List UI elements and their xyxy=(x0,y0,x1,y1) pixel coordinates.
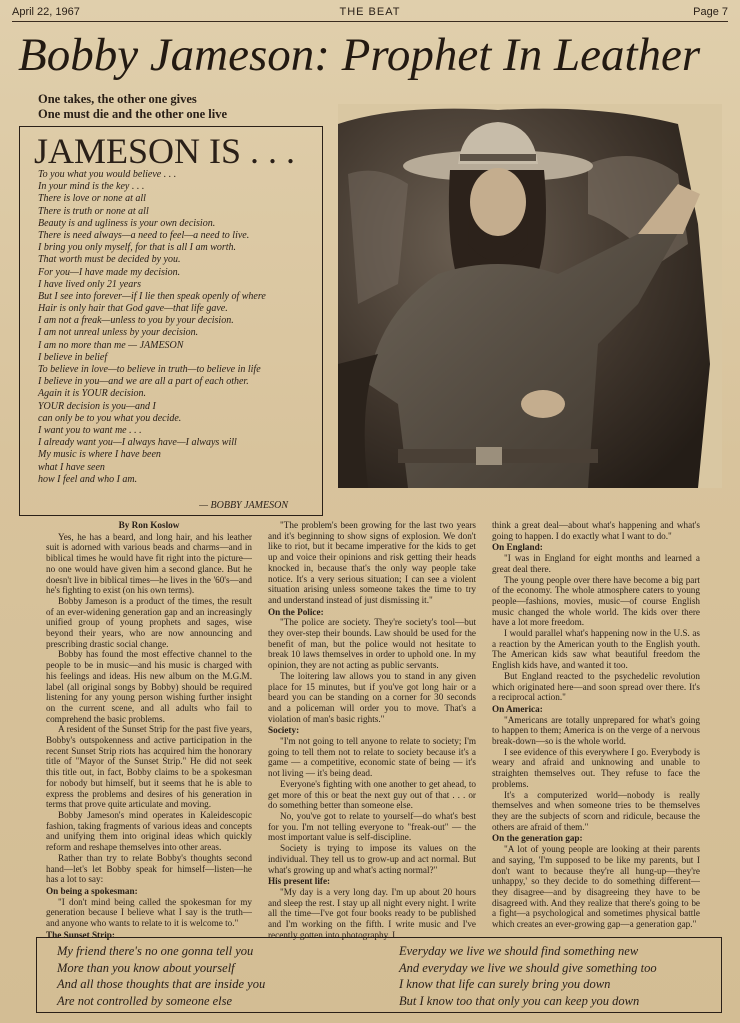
paragraph: The young people over there have become a big part of the economy. The whole atmosphere caters to young people—fashions, movies, music—of course English music changed the whole world. The kids over there have a lot more freedom. xyxy=(492,574,700,628)
headline: Bobby Jameson: Prophet In Leather xyxy=(18,29,701,81)
subhead xyxy=(38,92,227,122)
paragraph: It's a computerized world—nobody is really themselves and when someone tries to be themselves they are the subjects of scorn and ridicule, because the others are afraid of them." xyxy=(492,789,700,832)
poem-line: can only be to you what you decide. xyxy=(38,412,182,424)
paragraph: "The problem's been growing for the last two years and it's beginning to show signs of explosion. We don't like to riot, but it became imperative for the kids to get up and voice their opinions and risk getting their heads knocked in, because that's the only way people take notice. It's a very serious situation; I can see a violent situation arising unless someone takes the time to try and understand instead of just dismissing it." xyxy=(268,520,476,605)
section-heading: His present life: xyxy=(268,876,331,887)
poem-line: I believe in you—and we are all a part of each other. xyxy=(38,376,249,388)
poem-line: I believe in belief xyxy=(38,351,108,363)
poem-line: what I have seen xyxy=(38,461,105,473)
bottom-poem-left xyxy=(57,943,265,1009)
article-column-3 xyxy=(492,520,700,930)
section-heading: On the generation gap: xyxy=(492,833,583,844)
paragraph: "I was in England for eight months and learned a great deal there. xyxy=(492,553,700,574)
header-rule xyxy=(12,21,728,22)
paragraph: Rather than try to relate Bobby's thoughts second hand—let's let Bobby speak for himself—listen—he has a lot to say: xyxy=(46,852,252,885)
article-column-1 xyxy=(46,520,252,940)
paragraph: "I don't mind being called the spokesman for my generation because I believe what I say is the truth—and anyone who wants to relate to it is welcome to." xyxy=(46,896,252,929)
poem-line: That worth must be decided by you. xyxy=(38,254,181,266)
poem-line: In your mind is the key . . . xyxy=(38,181,145,193)
paragraph: I would parallel what's happening now in the U.S. as a reaction by the American youth to the English youth. The American kids saw what beautiful freedom the English kids have, and wanted it too. xyxy=(492,628,700,671)
poem-lines xyxy=(38,169,266,486)
poem-line: how I feel and who I am. xyxy=(38,473,138,485)
page-number: Page 7 xyxy=(693,6,728,18)
bottom-poem-line: But I know too that only you can keep you down xyxy=(399,993,640,1008)
section-heading: On England: xyxy=(492,542,543,553)
bottom-poem-box xyxy=(36,937,722,1013)
paragraph: "My day is a very long day. I'm up about 20 hours and sleep the rest. I stay up all night every night. I write all the time—I've got four books ready to be published and I'm working on the fifth. I write music and I've recently gotten into photography. I xyxy=(268,886,476,940)
paragraph: The loitering law allows you to stand in any given place for 15 minutes, but if you've got long hair or a beard you can be standing on a corner for 30 seconds and a policeman will order you to move. That's a violation of man's basic rights." xyxy=(268,670,476,724)
poem-line: For you—I have made my decision. xyxy=(38,266,181,278)
column-body xyxy=(492,520,700,930)
section-heading: Society: xyxy=(268,725,300,736)
issue-date: April 22, 1967 xyxy=(12,6,80,18)
paragraph: No, you've got to relate to yourself—do what's best for you. I'm not telling everyone to "freak-out" — the most important value is self-discipline. xyxy=(268,810,476,843)
paragraph: But England reacted to the psychedelic revolution which originated here—and soon spread over there. It's a reciprocal action." xyxy=(492,670,700,703)
poem-line: There is need always—a need to feel—a need to live. xyxy=(38,229,250,241)
paragraph: Everyone's fighting with one another to get ahead, to get more of this or beat the next guy out of that . . . or do something better than someone else. xyxy=(268,778,476,811)
poem-line: To you what you would believe . . . xyxy=(38,169,177,180)
paragraph: "I'm not going to tell anyone to relate to society; I'm going to tell them not to relate to society because it's a game — a competitive, economic state of being — it's not living — it's being dead. xyxy=(268,736,476,779)
paragraph: "The police are society. They're society's tool—but they over-step their bounds. Law should be used for the benefit of man, but the police would not hesitate to break 10 laws themselves in order to uphold one. In my opinion, they are not acting as public servants. xyxy=(268,617,476,671)
poem-line: I already want you—I always have—I always will xyxy=(38,437,237,449)
poem-line: There is truth or none at all xyxy=(38,205,149,217)
subhead-line: One must die and the other one live xyxy=(38,107,228,121)
poem-line: I want you to want me . . . xyxy=(38,424,142,436)
paragraph: Bobby has found the most effective channel to the people to be in music—and his music is charged with his feelings and ideas. His new album on the M.G.M. label (all original songs by Bobby) should be required listening for any young person wishing further insight on the current scene, and all adults who fail to comprehend the basic problems. xyxy=(46,649,252,724)
paragraph: I see evidence of this everywhere I go. Everybody is weary and afraid and unknowing and unable to straighten themselves out. They refuse to face the problems. xyxy=(492,746,700,789)
bottom-poem-right xyxy=(399,943,657,1009)
poem-line: I am not a freak—unless to you by your decision. xyxy=(38,315,234,327)
bottom-poem-line: And everyday we live we should give something too xyxy=(399,960,657,975)
poem-line: I bring you only myself, for that is all I am worth. xyxy=(38,242,237,254)
portrait-photo xyxy=(338,104,722,488)
paragraph: Bobby Jameson's mind operates in Kaleidescopic fashion, taking fragments of various ideas and concepts and unifying them into original ideas which quickly reform and reshape themselves into other areas. xyxy=(46,809,252,853)
section-heading: On America: xyxy=(492,703,543,714)
section-heading: The Sunset Strip: xyxy=(46,929,115,940)
poem-box xyxy=(19,126,323,516)
poem-signature: — BOBBY JAMESON xyxy=(199,500,288,511)
section-heading: On the Police: xyxy=(268,606,324,617)
poem-line: To believe in love—to believe in truth—to believe in life xyxy=(38,364,261,375)
paragraph: "A lot of young people are looking at their parents and saying, 'I'm supposed to be like my parents, but I don't want to because they're all hung-up—they're unhappy,' so they decide to do something different—they disagree—and by disagreeing they have to be disagreed with. And they realize that there's going to be a fight—a psychological and sometimes physical battle which creates an ever-growing gap—a generation gap." xyxy=(492,844,700,930)
poem-line: I am no more than me — JAMESON xyxy=(38,339,184,351)
bottom-poem-line: I know that life can surely bring you down xyxy=(399,977,611,991)
poem-line: I have lived only 21 years xyxy=(38,278,142,290)
poem-line: Again it is YOUR decision. xyxy=(38,388,147,400)
bottom-poem-line: Are not controlled by someone else xyxy=(57,993,233,1008)
article-column-2 xyxy=(268,520,476,940)
bottom-poem-line: My friend there's no one gonna tell you xyxy=(57,944,254,958)
column-body xyxy=(268,520,476,940)
paragraph: think a great deal—about what's happening and what's going to happen. I do exactly what I want to do." xyxy=(492,520,700,541)
poem-line: There is love or none at all xyxy=(38,193,146,205)
poem-line: My music is where I have been xyxy=(38,449,161,461)
bottom-poem-line: More than you know about yourself xyxy=(57,960,235,975)
publication-name: THE BEAT xyxy=(339,6,401,18)
paragraph: Society is trying to impose its values on the individual. They tell us to grow-up and act normal. But what's growing up and what's acting normal?" xyxy=(268,843,476,875)
poem-line: I am not unreal unless by your decision. xyxy=(38,327,199,339)
paragraph: Yes, he has a beard, and long hair, and his leather suit is adorned with various beads and charms—and in biblical times he would have fit right into the picture—no one would have given him a second glance. But he doesn't live in biblical times—he lives in the '60's—and he's fighting to exist (on his own terms). xyxy=(46,531,252,596)
poem-box-heading: JAMESON IS . . . xyxy=(34,131,296,171)
paragraph: A resident of the Sunset Strip for the past five years, Bobby's outspokenness and active participation in the recent Sunset Strip riots has acquired him the honorary title of "Mayor of the Sunset Strip." He did not seek this title out, in fact, Bobby claims to be a spokesman for nobody but himself, but it seems that he is able to express the problems and desires of his generation in terms that prove quite articulate and moving. xyxy=(46,724,252,810)
bottom-poem-line: And all those thoughts that are inside you xyxy=(57,977,266,991)
paragraph: "Americans are totally unprepared for what's going to happen to them; America is on the verge of a nervous break-down—so is the whole world. xyxy=(492,714,700,747)
poem-line: YOUR decision is you—and I xyxy=(38,400,156,412)
section-heading: On being a spokesman: xyxy=(46,885,138,896)
bottom-poem-line: Everyday we live we should find something new xyxy=(399,944,639,958)
byline: By Ron Koslow xyxy=(118,520,180,530)
paragraph: Bobby Jameson is a product of the times, the result of an ever-widening generation gap and an increasingly unified group of young prophets and sages, wise beyond their years, who are now announcing and prescribing drastic social change. xyxy=(46,595,252,649)
page-header xyxy=(12,6,728,20)
poem-line: Beauty is and ugliness is your own decision. xyxy=(38,217,216,229)
poem-line: Hair is only hair that God gave—that life gave. xyxy=(38,303,228,315)
poem-line: But I see into forever—if I lie then speak openly of where xyxy=(38,290,266,302)
portrait-photo-icon xyxy=(338,104,722,488)
column-body xyxy=(46,532,252,941)
subhead-line: One takes, the other one gives xyxy=(38,92,197,106)
